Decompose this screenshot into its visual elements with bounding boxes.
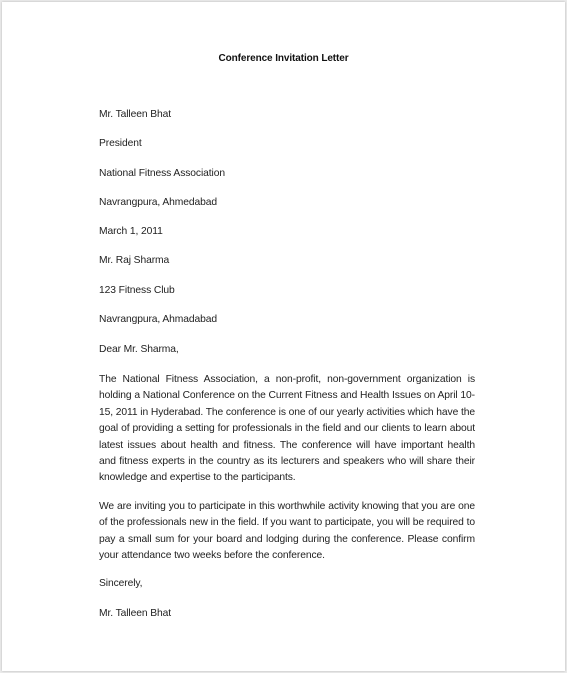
recipient-organization: 123 Fitness Club <box>99 285 175 296</box>
recipient-address: Navrangpura, Ahmadabad <box>99 314 218 325</box>
sender-organization: National Fitness Association <box>99 168 225 179</box>
sender-address: Navrangpura, Ahmedabad <box>99 197 218 208</box>
letter-date: March 1, 2011 <box>99 226 163 237</box>
signature-name: Mr. Talleen Bhat <box>99 608 172 619</box>
sender-name: Mr. Talleen Bhat <box>99 109 172 120</box>
document-page <box>2 2 565 671</box>
closing: Sincerely, <box>99 578 143 589</box>
sender-title: President <box>99 138 142 149</box>
body-paragraph-1: The National Fitness Association, a non-profit, non-government organization is holding a National Conference on the Current Fitness and Health Issues on April 10-15, 2011 in Hyderabad. The conference is one of our yearly activities which have the goal of providing a setting for professionals in the field and our clients to learn about latest issues about health and fitness. The conference will have important health and fitness experts in the country as its lecturers and speakers who will share their knowledge and expertise to the participants. <box>99 374 475 484</box>
recipient-name: Mr. Raj Sharma <box>99 255 170 266</box>
letter-title: Conference Invitation Letter <box>218 53 349 64</box>
salutation: Dear Mr. Sharma, <box>99 344 179 355</box>
body-paragraph-2: We are inviting you to participate in this worthwhile activity knowing that you are one of the professionals new in the field. If you want to participate, you will be required to pay a small sum for your board and lodging during the conference. Please confirm your attendance two weeks before the conference. <box>99 501 475 562</box>
